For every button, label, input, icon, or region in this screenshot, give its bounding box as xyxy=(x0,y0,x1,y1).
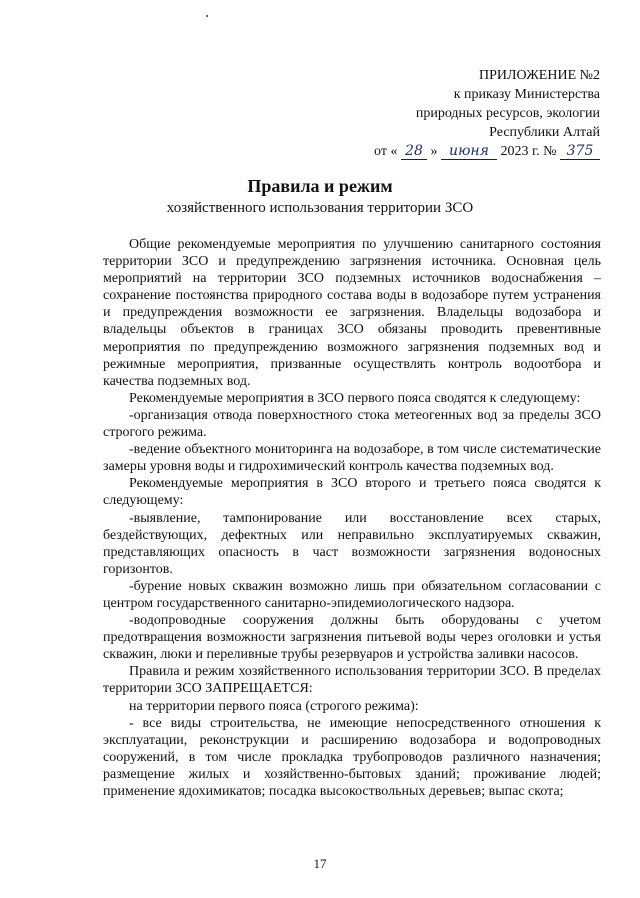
order-date-line xyxy=(374,142,600,161)
date-year-text: 2023 г. № xyxy=(500,144,557,159)
handwritten-order-number: 375 xyxy=(560,144,600,160)
republic-name: Республики Алтай xyxy=(489,125,600,140)
date-prefix: от « xyxy=(374,144,398,159)
document-body xyxy=(103,236,601,800)
handwritten-month: июня xyxy=(441,144,497,160)
date-mid: » xyxy=(430,144,438,159)
paragraph: -водопроводные сооружения должны быть оборудованы с учетом предотвращения возможности загрязнения питьевой воды через оголовки и устья скважин, люки и переливные трубы резервуаров и устройства заливки насосов. xyxy=(103,613,601,663)
paragraph: Рекомендуемые мероприятия в ЗСО первого пояса сводятся к следующему: xyxy=(129,390,581,406)
paragraph: Рекомендуемые мероприятия в ЗСО второго и третьего пояса сводятся к следующему: xyxy=(103,476,601,509)
document-title: Правила и режим xyxy=(247,176,393,196)
paragraph: Общие рекомендуемые мероприятия по улучшению санитарного состояния территории ЗСО и предупреждению загрязнения источника. Основная цель мероприятий на территории ЗСО подземных источников водоснабжения – сохранение постоянства природного состава воды в водозаборе путем устранения и предупреждения возможности ее загрязнения. Владельцы водозабора и владельцы объектов в границах ЗСО обязаны проводить превентивные мероприятия по предупреждению возможного загрязнения подземных вод и режимные мероприятия, призванные осуществлять контроль водоотбора и качества подземных вод. xyxy=(103,237,601,389)
order-reference: к приказу Министерства xyxy=(453,87,600,102)
handwritten-day: 28 xyxy=(401,144,427,160)
paragraph: -бурение новых скважин возможно лишь при обязательном согласовании с центром государственного санитарно-эпидемиологического надзора. xyxy=(103,578,601,611)
document-subtitle: хозяйственного использования территории ЗСО xyxy=(166,200,474,216)
paragraph: -выявление, тампонирование или восстановление всех старых, бездействующих, дефектных или неправильно эксплуатируемых скважин, представляющих опасность в част возможности загрязнения водоносных горизонтов. xyxy=(103,510,601,577)
paragraph: -ведение объектного мониторинга на водозаборе, в том числе систематические замеры уровня воды и гидрохимический контроль качества подземных вод. xyxy=(103,442,601,475)
appendix-header xyxy=(374,66,600,161)
paragraph: - все виды строительства, не имеющие непосредственного отношения к эксплуатации, реконструкции и расширению водозабора и водопроводных сооружений, в том числе прокладка трубопроводов различного назначения; размещение жилых и хозяйственно-бытовых зданий; проживание людей; применение ядохимикатов; посадка высокоствольных деревьев; выпас скота; xyxy=(103,715,601,799)
paragraph: Правила и режим хозяйственного использования территории ЗСО. В пределах территории ЗСО ЗАПРЕЩАЕТСЯ: xyxy=(103,664,601,697)
page-number: 17 xyxy=(313,856,327,871)
ministry-name: природных ресурсов, экологии xyxy=(415,106,600,121)
paragraph: -организация отвода поверхностного стока метеогенных вод за пределы ЗСО строгого режима. xyxy=(103,407,601,441)
scan-speck xyxy=(206,15,208,17)
appendix-label: ПРИЛОЖЕНИЕ №2 xyxy=(479,68,600,83)
paragraph: на территории первого пояса (строгого режима): xyxy=(129,698,419,714)
